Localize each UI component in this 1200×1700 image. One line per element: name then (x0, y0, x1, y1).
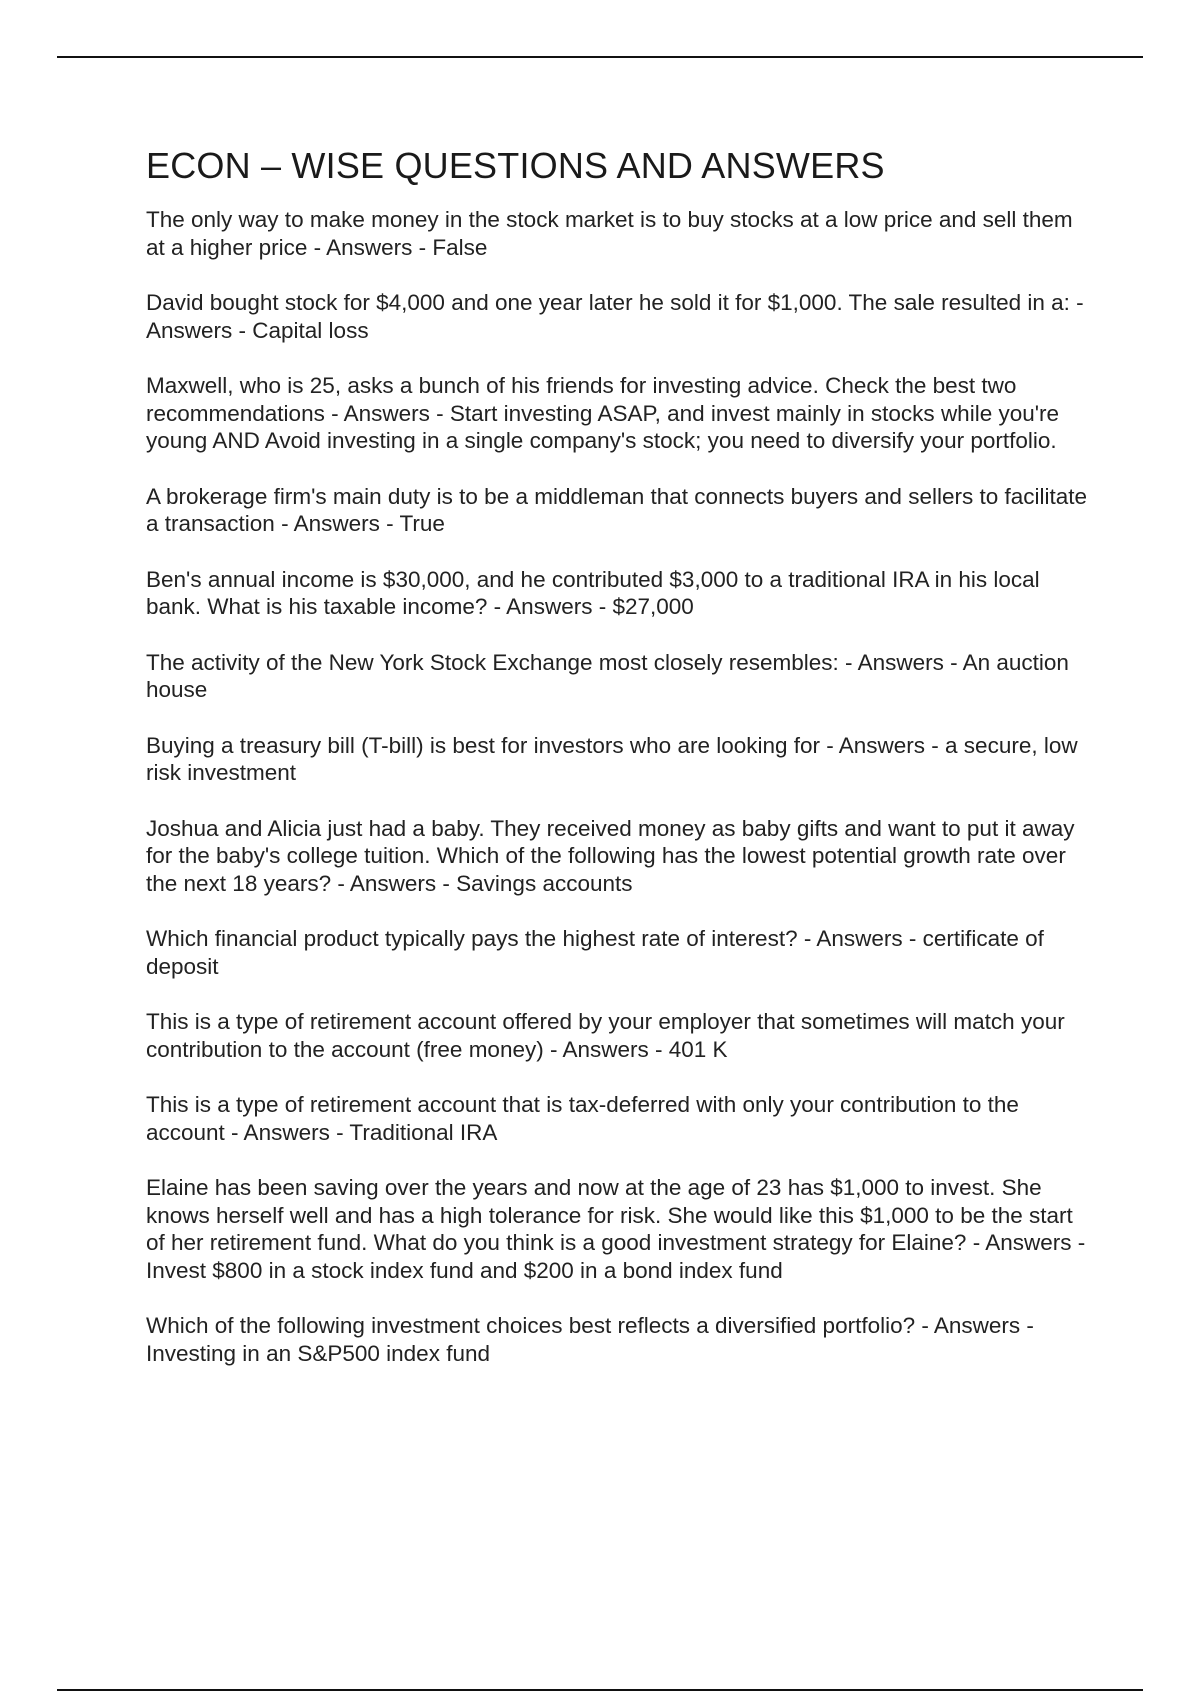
qa-item: This is a type of retirement account offered by your employer that sometimes will match your contribution to the account (free money) - Answers - 401 K (146, 1009, 1065, 1062)
qa-item: A brokerage firm's main duty is to be a middleman that connects buyers and sellers to facilitate a transaction - Answers - True (146, 483, 1088, 536)
qa-list (146, 206, 1096, 1367)
qa-item: Which financial product typically pays the highest rate of interest? - Answers - certificate of deposit (146, 926, 1044, 979)
qa-item: Elaine has been saving over the years and now at the age of 23 has $1,000 to invest. She knows herself well and has a high tolerance for risk. She would like this $1,000 to be the start of her retirement fund. What do you think is a good investment strategy for Elaine? - Answers - Invest $800 in a stock index fund and $200 in a bond index fund (146, 1175, 1086, 1283)
top-divider (57, 56, 1143, 58)
qa-item: Which of the following investment choices best reflects a diversified portfolio? - Answers - Investing in an S&P500 index fund (146, 1313, 1034, 1366)
document-body (146, 142, 1096, 1395)
document-title: ECON – WISE QUESTIONS AND ANSWERS (146, 145, 885, 186)
qa-item: Maxwell, who is 25, asks a bunch of his friends for investing advice. Check the best two recommendations - Answers - Start investing ASAP, and invest mainly in stocks while you're young AND Avoid investing in a single company's stock; you need to diversify your portfolio. (146, 373, 1060, 453)
bottom-divider (57, 1689, 1143, 1691)
qa-item: The only way to make money in the stock market is to buy stocks at a low price and sell them at a higher price - Answers - False (146, 207, 1073, 260)
qa-item: This is a type of retirement account that is tax-deferred with only your contribution to the account - Answers - Traditional IRA (146, 1092, 1019, 1145)
qa-item: Ben's annual income is $30,000, and he contributed $3,000 to a traditional IRA in his local bank. What is his taxable income? - Answers - $27,000 (146, 566, 1040, 619)
qa-item: Joshua and Alicia just had a baby. They received money as baby gifts and want to put it away for the baby's college tuition. Which of the following has the lowest potential growth rate over the next 18 years? - Answers - Savings accounts (146, 815, 1075, 896)
qa-item: David bought stock for $4,000 and one year later he sold it for $1,000. The sale resulted in a: - Answers - Capital loss (146, 290, 1084, 343)
qa-item: The activity of the New York Stock Exchange most closely resembles: - Answers - An auction house (146, 649, 1069, 702)
qa-item: Buying a treasury bill (T-bill) is best for investors who are looking for - Answers - a secure, low risk investment (146, 732, 1078, 785)
